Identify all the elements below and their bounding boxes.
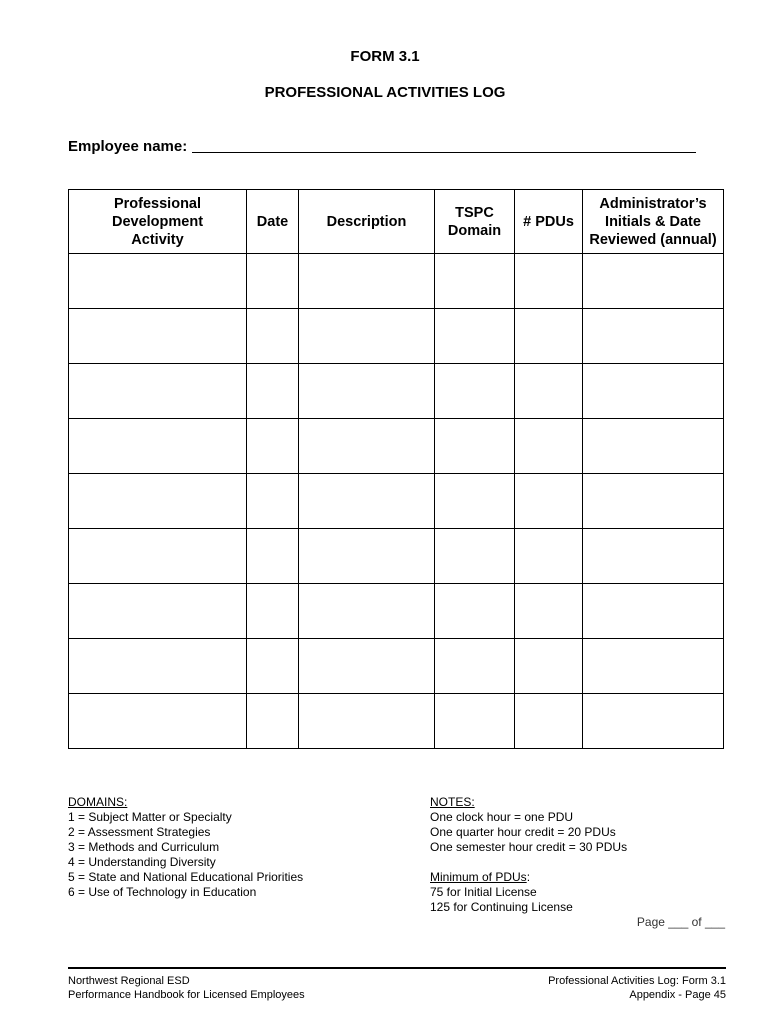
tspc-domain-cell[interactable] <box>435 254 515 309</box>
col-header-administrator: Administrator’s Initials & Date Reviewed (annual) <box>583 190 724 254</box>
date-cell[interactable] <box>247 309 299 364</box>
notes-heading: NOTES: <box>430 795 475 809</box>
description-cell[interactable] <box>299 419 435 474</box>
activity-cell[interactable] <box>69 694 247 749</box>
page-reference: Appendix - Page 45 <box>629 989 726 1001</box>
pdus-cell[interactable] <box>515 364 583 419</box>
table-row <box>69 364 724 419</box>
administrator-cell[interactable] <box>583 584 724 639</box>
tspc-domain-cell[interactable] <box>435 529 515 584</box>
activity-cell[interactable] <box>69 309 247 364</box>
domain-item: 1 = Subject Matter or Specialty <box>68 810 232 824</box>
tspc-domain-cell[interactable] <box>435 419 515 474</box>
activity-cell[interactable] <box>69 254 247 309</box>
form-reference: Professional Activities Log: Form 3.1 <box>548 975 726 987</box>
employee-name-field[interactable] <box>192 152 696 153</box>
description-cell[interactable] <box>299 309 435 364</box>
minimum-pdus-heading: Minimum of PDUs: <box>430 870 531 884</box>
note-item: One quarter hour credit = 20 PDUs <box>430 825 616 839</box>
administrator-cell[interactable] <box>583 309 724 364</box>
note-item: One semester hour credit = 30 PDUs <box>430 840 628 854</box>
description-cell[interactable] <box>299 584 435 639</box>
description-cell[interactable] <box>299 694 435 749</box>
handbook-name: Performance Handbook for Licensed Employees <box>68 989 305 1001</box>
page-counter: Page ___ of ___ <box>636 915 725 929</box>
pdus-cell[interactable] <box>515 254 583 309</box>
note-item: One clock hour = one PDU <box>430 810 574 824</box>
table-row <box>69 474 724 529</box>
description-cell[interactable] <box>299 254 435 309</box>
domains-legend <box>68 795 408 900</box>
activities-log-table <box>68 189 724 749</box>
domains-heading: DOMAINS: <box>68 795 128 809</box>
pdus-cell[interactable] <box>515 309 583 364</box>
organization-name: Northwest Regional ESD <box>68 975 190 987</box>
domain-item: 2 = Assessment Strategies <box>68 825 211 839</box>
spacer <box>430 855 730 870</box>
table-row <box>69 639 724 694</box>
table-row <box>69 694 724 749</box>
administrator-cell[interactable] <box>583 419 724 474</box>
activity-cell[interactable] <box>69 474 247 529</box>
administrator-cell[interactable] <box>583 639 724 694</box>
activity-cell[interactable] <box>69 419 247 474</box>
date-cell[interactable] <box>247 364 299 419</box>
col-header-description: Description <box>299 190 435 254</box>
date-cell[interactable] <box>247 584 299 639</box>
domain-item: 5 = State and National Educational Priorities <box>68 870 304 884</box>
domain-item: 3 = Methods and Curriculum <box>68 840 220 854</box>
pdus-cell[interactable] <box>515 584 583 639</box>
table-row <box>69 419 724 474</box>
tspc-domain-cell[interactable] <box>435 584 515 639</box>
date-cell[interactable] <box>247 254 299 309</box>
footer-right <box>548 974 726 1002</box>
pdus-cell[interactable] <box>515 474 583 529</box>
footer-left <box>68 974 305 1002</box>
description-cell[interactable] <box>299 364 435 419</box>
administrator-cell[interactable] <box>583 364 724 419</box>
employee-name-label: Employee name: <box>68 138 188 155</box>
date-cell[interactable] <box>247 419 299 474</box>
administrator-cell[interactable] <box>583 254 724 309</box>
tspc-domain-cell[interactable] <box>435 639 515 694</box>
col-header-pdus: # PDUs <box>515 190 583 254</box>
domain-item: 4 = Understanding Diversity <box>68 855 216 869</box>
date-cell[interactable] <box>247 694 299 749</box>
employee-name-row <box>68 138 698 158</box>
description-cell[interactable] <box>299 639 435 694</box>
administrator-cell[interactable] <box>583 474 724 529</box>
col-header-tspc-domain: TSPC Domain <box>435 190 515 254</box>
activity-cell[interactable] <box>69 364 247 419</box>
pdus-cell[interactable] <box>515 639 583 694</box>
activity-cell[interactable] <box>69 639 247 694</box>
pdus-cell[interactable] <box>515 529 583 584</box>
table-row <box>69 309 724 364</box>
pdus-cell[interactable] <box>515 694 583 749</box>
table-row <box>69 254 724 309</box>
notes-section <box>430 795 730 915</box>
description-cell[interactable] <box>299 474 435 529</box>
administrator-cell[interactable] <box>583 529 724 584</box>
table-row <box>69 529 724 584</box>
domain-item: 6 = Use of Technology in Education <box>68 885 257 899</box>
footer-divider <box>68 967 726 969</box>
minimum-item: 125 for Continuing License <box>430 900 573 914</box>
activity-cell[interactable] <box>69 584 247 639</box>
administrator-cell[interactable] <box>583 694 724 749</box>
date-cell[interactable] <box>247 529 299 584</box>
description-cell[interactable] <box>299 529 435 584</box>
tspc-domain-cell[interactable] <box>435 364 515 419</box>
table-row <box>69 584 724 639</box>
date-cell[interactable] <box>247 474 299 529</box>
tspc-domain-cell[interactable] <box>435 474 515 529</box>
col-header-activity: Professional Development Activity <box>69 190 247 254</box>
page-title: PROFESSIONAL ACTIVITIES LOG <box>264 84 506 101</box>
form-number: FORM 3.1 <box>350 48 420 65</box>
table-body <box>69 254 724 749</box>
table-header-row <box>69 190 724 254</box>
tspc-domain-cell[interactable] <box>435 694 515 749</box>
pdus-cell[interactable] <box>515 419 583 474</box>
activity-cell[interactable] <box>69 529 247 584</box>
col-header-date: Date <box>247 190 299 254</box>
minimum-item: 75 for Initial License <box>430 885 537 899</box>
date-cell[interactable] <box>247 639 299 694</box>
tspc-domain-cell[interactable] <box>435 309 515 364</box>
